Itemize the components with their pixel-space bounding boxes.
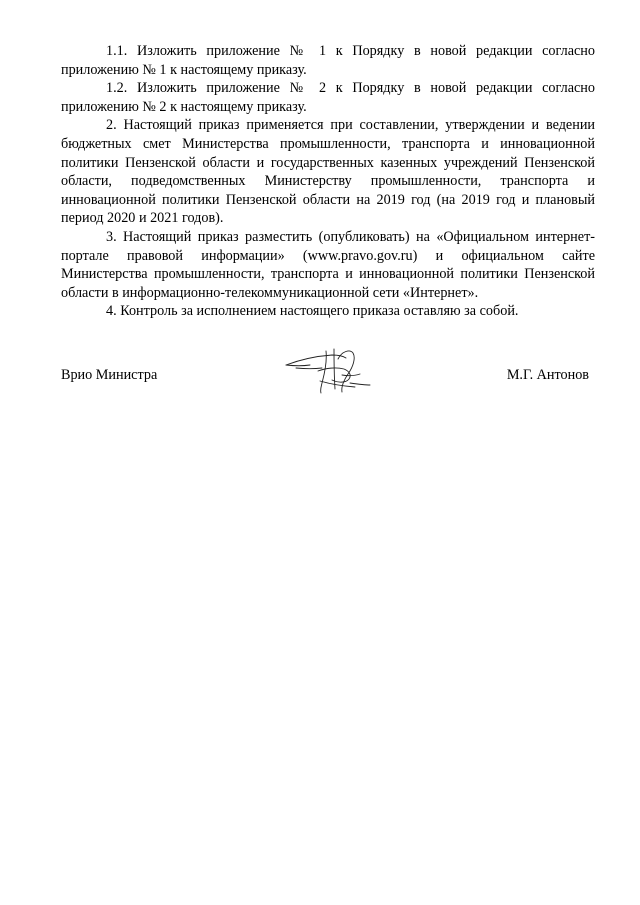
paragraph-3: 3. Настоящий приказ разместить (опубликовать) на «Официальном интернет-портале правовой информации» (www.pravo.gov.ru) и официальном сайте Министерства промышленности, транспорта и инновационной политики Пензенской области в информационно-телекоммуникационной сети «Интернет».: [61, 228, 595, 301]
paragraph-2: 2. Настоящий приказ применяется при составлении, утверждении и ведении бюджетных смет Министерства промышленности, транспорта и инновационной политики Пензенской области и государственных казенных учреждений Пензенской области, подведомственных Министерству промышленности, транспорта и инновационной политики Пензенской области на 2019 год (на 2019 год и плановый период 2020 и 2021 годов).: [61, 117, 595, 227]
signatory-name: М.Г. Антонов: [506, 367, 589, 383]
signature-block: [61, 366, 595, 388]
paragraph-1-2: 1.2. Изложить приложение № 2 к Порядку в новой редакции согласно приложению № 2 к настоящему приказу.: [61, 80, 595, 115]
paragraph-4: 4. Контроль за исполнением настоящего приказа оставляю за собой.: [106, 303, 519, 320]
signatory-title: Врио Министра: [61, 367, 158, 383]
document-body: [61, 42, 595, 321]
paragraph-1-1: 1.1. Изложить приложение № 1 к Порядку в новой редакции согласно приложению № 1 к настоящему приказу.: [61, 43, 595, 78]
